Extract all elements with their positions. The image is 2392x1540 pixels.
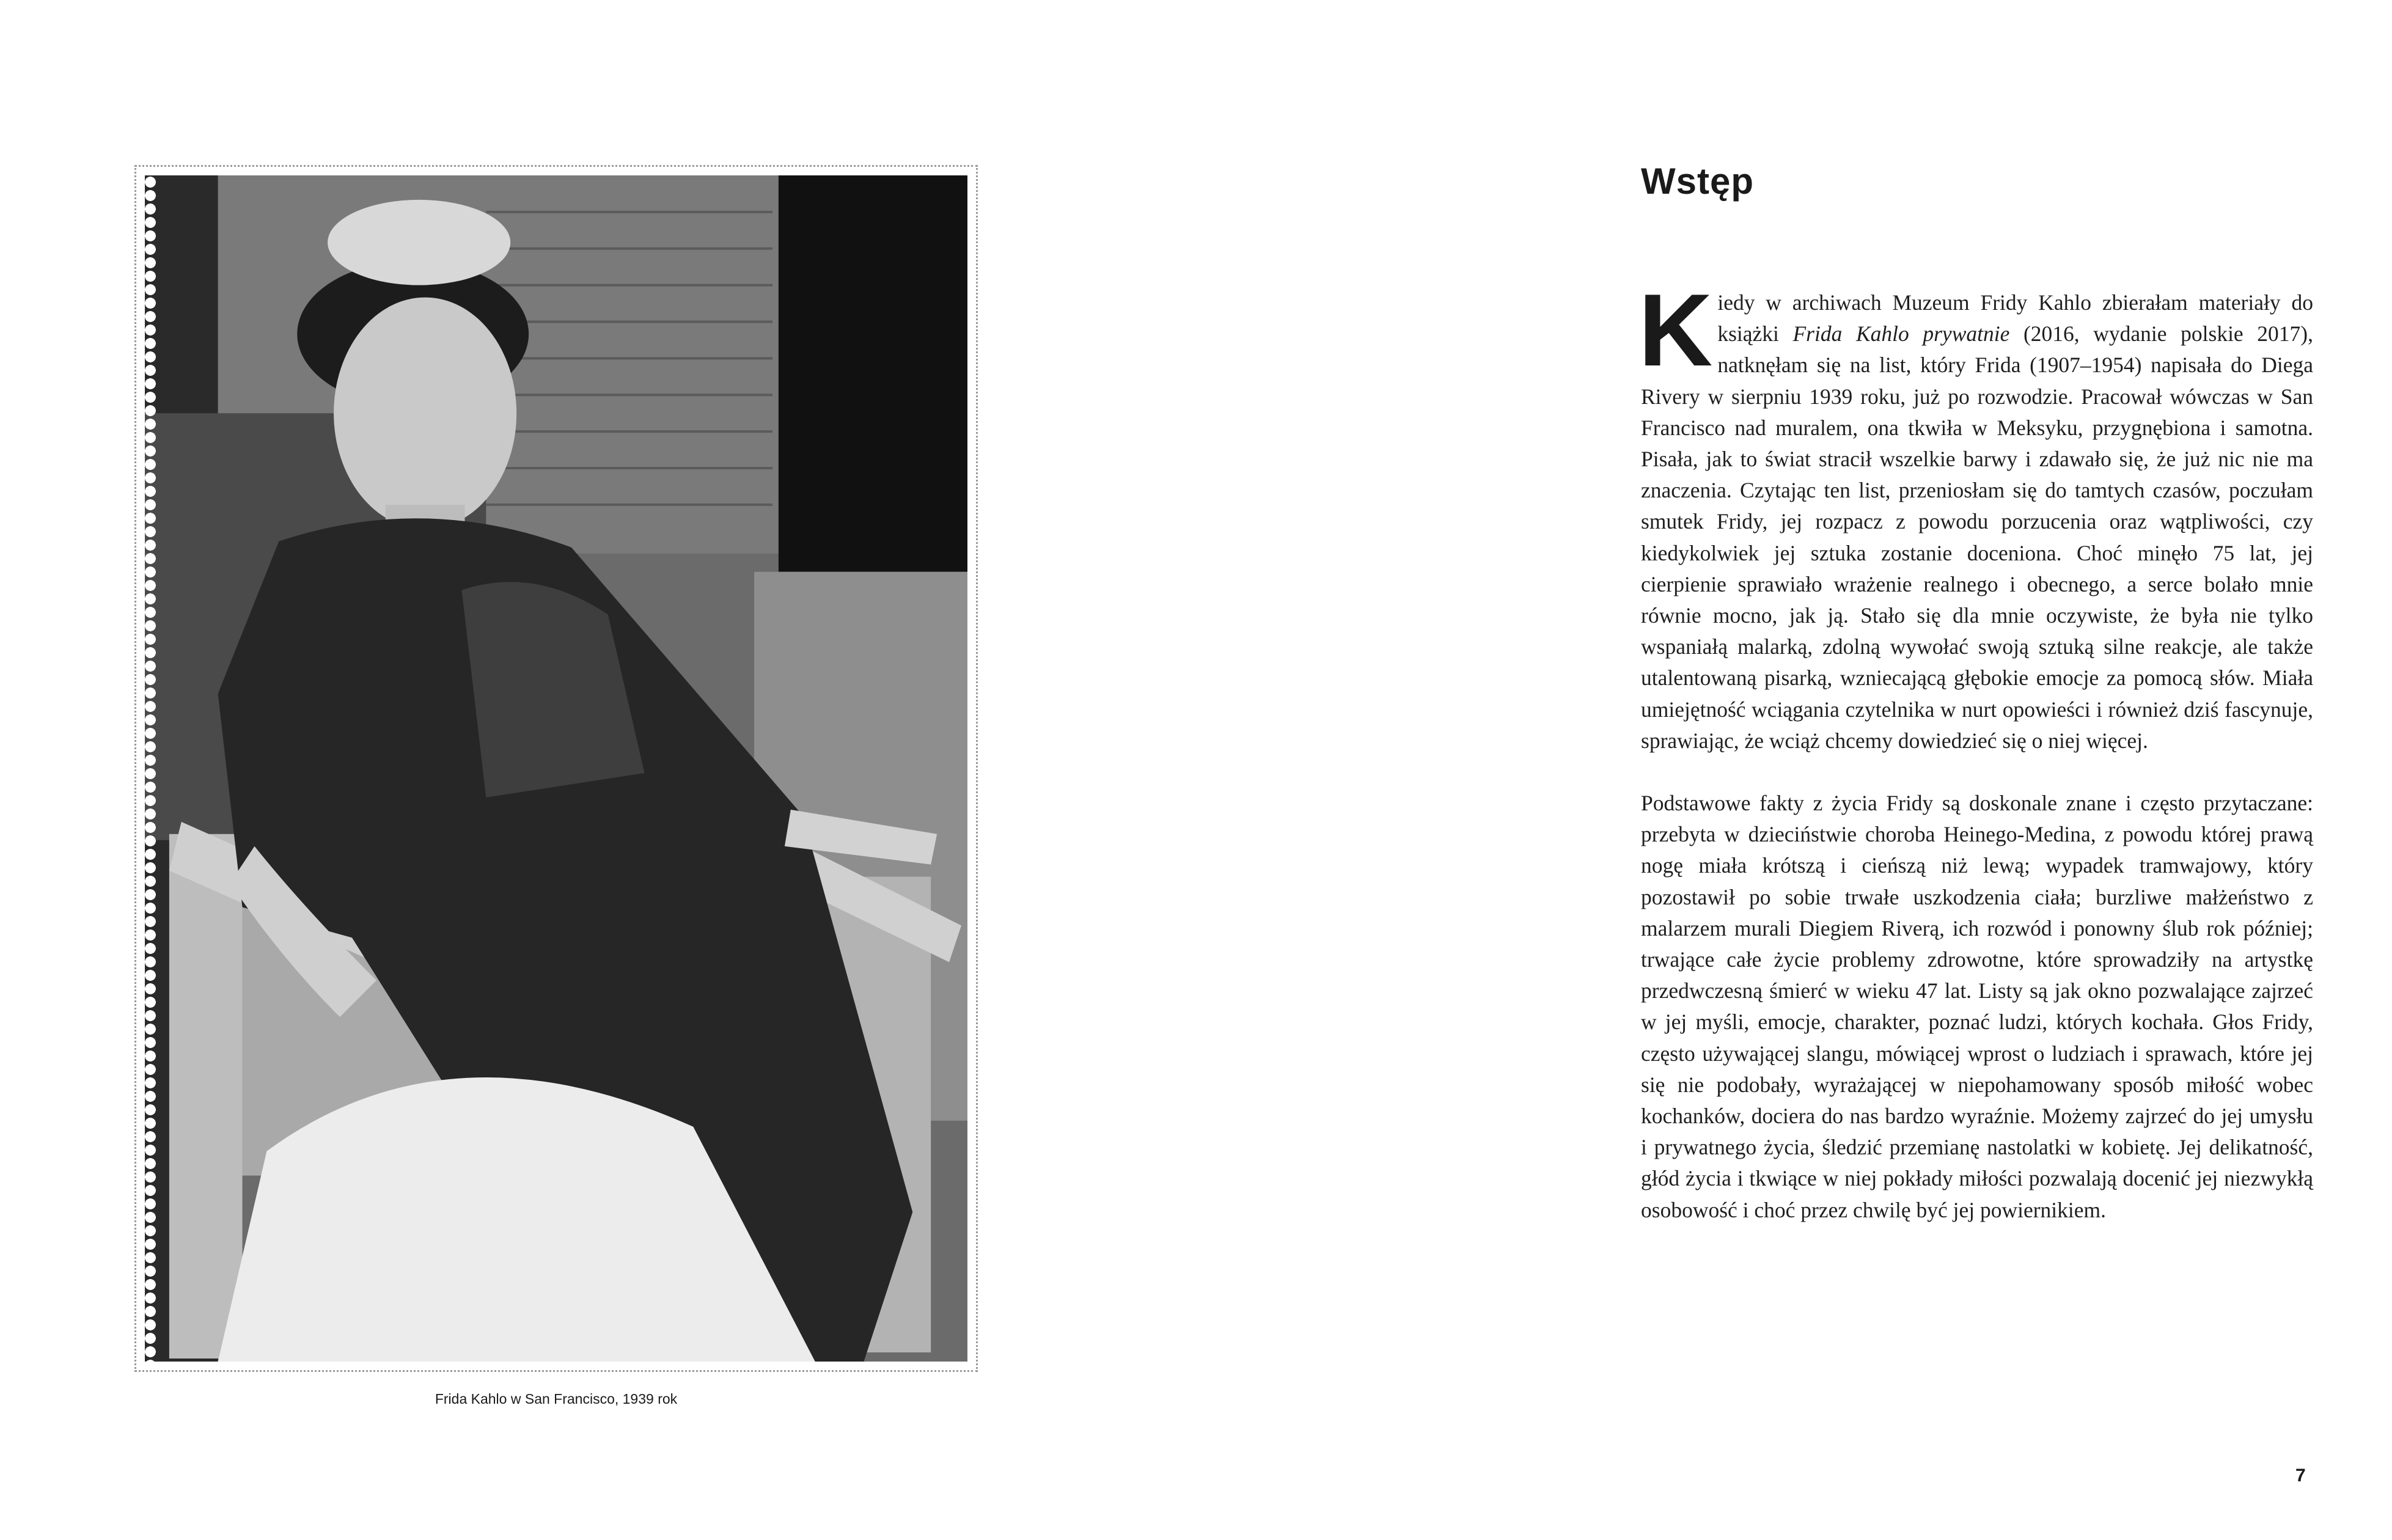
paragraph-1-lead: iedy w archiwach Muzeum Fridy Kahlo zbierałam materiały do książki (1717, 290, 2313, 346)
paragraph-1-rest: (2016, wydanie polskie 2017), natknęłam się na list, który Frida (1907–1954) napisała do Diega Rivery w sierpniu 1939 roku, już po rozwodzie. Pracował wówczas w San Francisco nad muralem, ona tkwiła w Meksyku, przygnębiona i samotna. Pisała, jak to świat stracił wszelkie barwy i zdawało się, że już nic nie ma znaczenia. Czytając ten list, przeniosłam się do tamtych czasów, poczułam smutek Fridy, jej rozpacz z powodu porzucenia oraz wątpliwości, czy kiedykolwiek jej sztuka zostanie doceniona. Choć minęło 75 lat, jej cierpienie sprawiało wrażenie realnego i obecnego, a serce bolało mnie równie mocno, jak ją. Stało się dla mnie oczywiste, że była nie tylko wspaniałą malarką, zdolną wywołać swoją sztuką silne reakcje, ale także utalentowaną pisarką, wzniecającą głębokie emocje za pomocą słów. Miała umiejętność wciągania czytelnika w nurt opowieści i również dziś fascynuje, sprawiając, że wciąż chcemy dowiedzieć się o niej więcej. (1641, 321, 2313, 753)
book-title: Frida Kahlo prywatnie (1792, 321, 2010, 346)
portrait-photo-icon (145, 175, 967, 1362)
chapter-title: Wstęp (1641, 161, 1754, 202)
paragraph-2: Podstawowe fakty z życia Fridy są doskonale znane i często przytaczane: przebyta w dzieciństwie choroba Heinego-Medina, z powodu której prawą nogę miała krótszą i cieńszą niż lewą; wypadek tramwajowy, który pozostawił po sobie trwałe uszkodzenia ciała; burzliwe małżeństwo z malarzem murali Diegiem Riverą, ich rozwód i ponowny ślub rok później; trwające całe życie problemy zdrowotne, które sprowadziły na artystkę przedwczesną śmierć w wieku 47 lat. Listy są jak okno pozwalające zajrzeć w jej myśli, emocje, charakter, poznać ludzi, których kochała. Głos Fridy, często używającej slangu, mówiącej wprost o ludziach i sprawach, które jej się nie podobały, wyrażającej w niepohamowany sposób miłość wobec kochanków, dociera do nas bardzo wyraźnie. Możemy zajrzeć do jej umysłu i prywatnego życia, śledzić przemianę nastolatki w kobietę. Jej delikatność, głód życia i tkwiące w niej pokłady miłości pozwalają docenić jej niezwykłą osobowość i choć przez chwilę być jej powiernikiem. (1641, 791, 2313, 1222)
paragraph-1 (1638, 273, 2313, 757)
photo-caption: Frida Kahlo w San Francisco, 1939 rok (435, 1391, 678, 1407)
drop-cap: K (1638, 273, 1713, 387)
photo-frame (134, 165, 978, 1372)
page-number: 7 (2295, 1465, 2306, 1486)
chapter-body (1638, 273, 2313, 1226)
